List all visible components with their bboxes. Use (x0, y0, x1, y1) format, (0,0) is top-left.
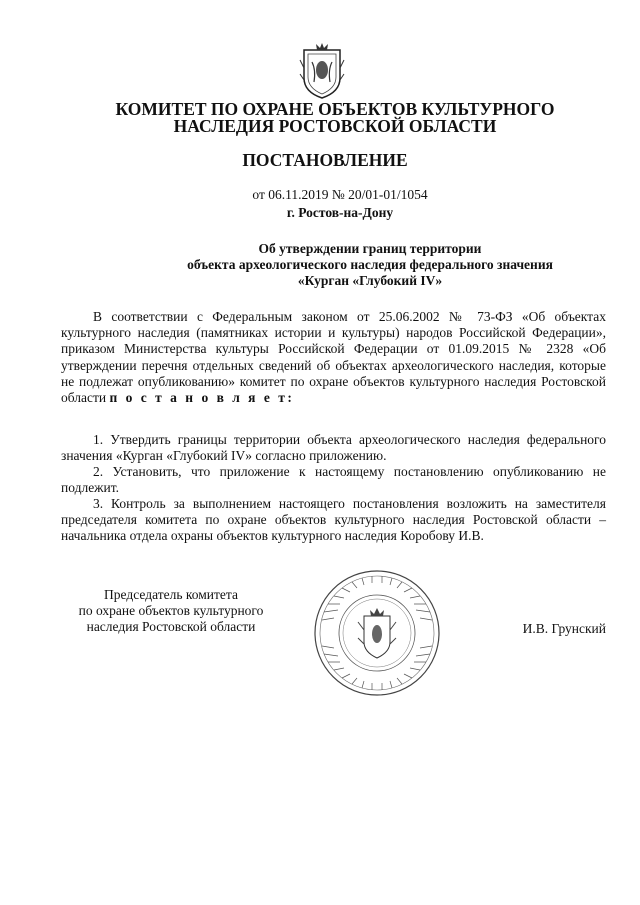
document-type: ПОСТАНОВЛЕНИЕ (242, 150, 408, 170)
subject-line-3: «Курган «Глубокий IV» (297, 273, 443, 288)
position-line-2: по охране объектов культурного (78, 603, 264, 619)
item-1: 1. Утвердить границы территории объекта археологического наследия федерального значения «Курган «Глубокий IV» согласно приложению. (61, 432, 606, 464)
preamble-paragraph (61, 309, 606, 406)
city: г. Ростов-на-Дону (286, 205, 394, 220)
item-2: 2. Установить, что приложение к настоящему постановлению опубликованию не подлежит. (61, 464, 606, 496)
organization-name (60, 101, 610, 135)
subject-line-1: Об утверждении границ территории (258, 241, 482, 256)
org-line-2: НАСЛЕДИЯ РОСТОВСКОЙ ОБЛАСТИ (173, 116, 497, 136)
position-line-1: Председатель комитета (104, 587, 238, 602)
item-3: 3. Контроль за выполнением настоящего постановления возложить на заместителя председателя комитета по охране объектов культурного наследия Ростовской области – начальника отдела охраны объектов культурного наследия Коробову И.В. (61, 496, 606, 544)
position-line-3: наследия Ростовской области (86, 619, 256, 635)
document-subject (90, 241, 640, 289)
org-line-1: КОМИТЕТ ПО ОХРАНЕ ОБЪЕКТОВ КУЛЬТУРНОГО (115, 99, 555, 119)
date-number: от 06.11.2019 № 20/01-01/1054 (252, 187, 428, 202)
resolves-word: п о с т а н о в л я е т: (109, 390, 295, 406)
coat-of-arms-icon (296, 40, 348, 102)
preamble-text: В соответствии с Федеральным законом от 25.06.2002 № 73-ФЗ «Об объектах культурного наследия (памятниках истории и культуры) народов Российской Федерации», приказом Министерства культуры Российской Федерации от 01.09.2015 № 2328 «Об утверждении перечня отдельных сведений об объектах археологического наследия, которые не подлежат опубликованию» комитет по охране объектов культурного наследия Ростовской области (61, 309, 606, 406)
signer-name: И.В. Грунский (522, 621, 606, 636)
official-seal-icon (312, 568, 442, 698)
subject-line-2: объекта археологического наследия федерального значения (187, 257, 553, 272)
signer-position (61, 587, 281, 636)
